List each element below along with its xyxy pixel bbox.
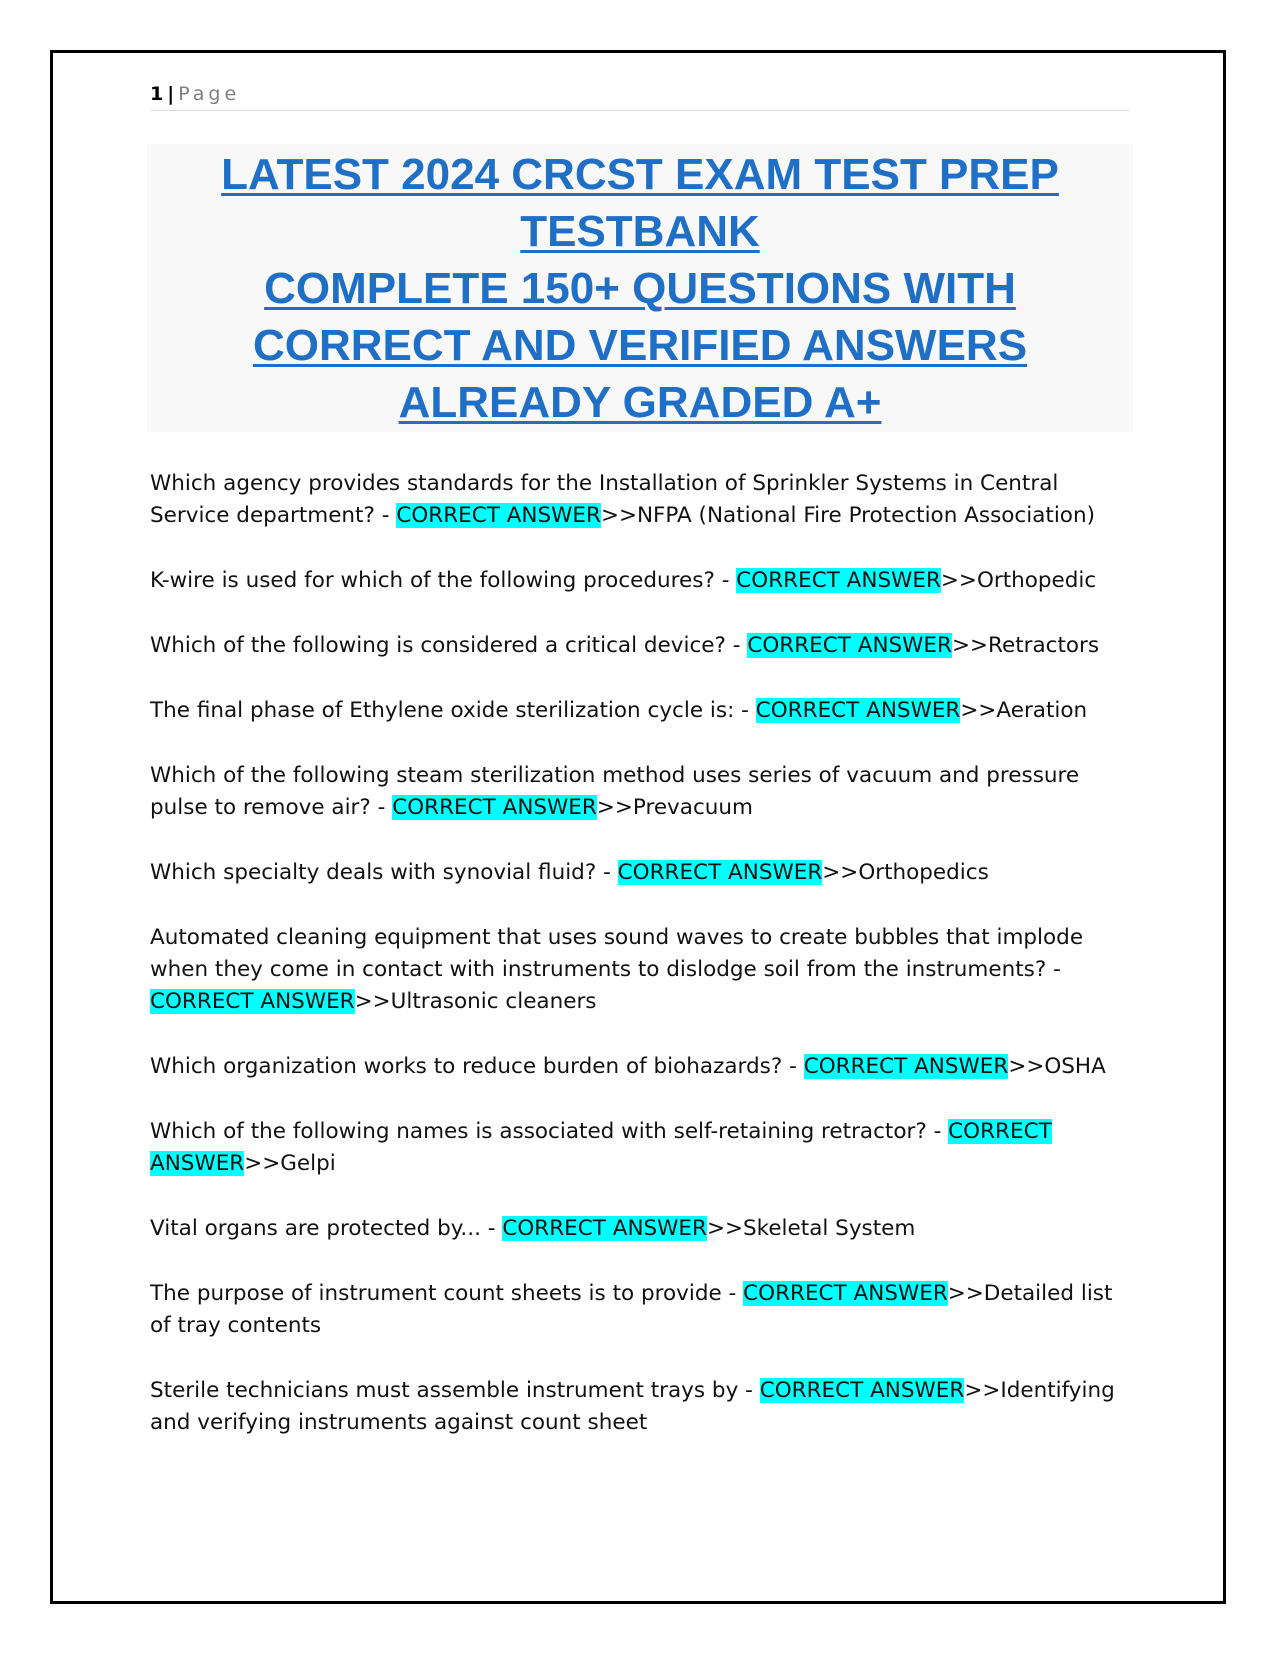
correct-answer-marker: CORRECT ANSWER <box>743 1281 948 1306</box>
correct-answer-marker: CORRECT ANSWER <box>736 568 941 593</box>
title-line: ALREADY GRADED A+ <box>398 378 882 427</box>
question-text: The final phase of Ethylene oxide sterilization cycle is: - <box>150 698 756 723</box>
correct-answer-marker: CORRECT ANSWER <box>803 1054 1009 1079</box>
qa-item <box>150 565 1135 597</box>
qa-item <box>150 1213 1135 1245</box>
answer-prefix: >> <box>951 633 988 658</box>
qa-item <box>150 1116 1135 1180</box>
title-line: LATEST 2024 CRCST EXAM TEST PREP <box>221 150 1059 199</box>
question-text: Which agency provides standards for the Installation of Sprinkler Systems in Central Service department? - <box>150 471 1059 528</box>
qa-item <box>150 1051 1135 1083</box>
question-text: Which organization works to reduce burden of biohazards? - <box>150 1054 804 1079</box>
title-line: CORRECT AND VERIFIED ANSWERS <box>252 321 1028 370</box>
qa-item <box>150 760 1135 824</box>
page-header <box>150 80 1130 111</box>
answer-text: Detailed list of tray contents <box>150 1281 1113 1338</box>
qa-item <box>150 1278 1135 1342</box>
question-text: Vital organs are protected by... - <box>150 1216 503 1241</box>
answer-prefix: >> <box>940 568 977 593</box>
question-text: Which of the following is considered a critical device? - <box>150 633 748 658</box>
correct-answer-marker: CORRECT ANSWER <box>396 503 601 528</box>
answer-prefix: >> <box>947 1281 984 1306</box>
correct-answer-marker: CORRECT ANSWER <box>617 860 823 885</box>
title-line: COMPLETE 150+ QUESTIONS WITH <box>264 264 1016 313</box>
question-text: Which of the following names is associated with self-retaining retractor? - <box>150 1119 949 1144</box>
correct-answer-marker: CORRECT ANSWER <box>759 1378 965 1403</box>
correct-answer-marker: CORRECT ANSWER <box>747 633 952 658</box>
answer-prefix: >> <box>596 795 633 820</box>
question-text: Sterile technicians must assemble instrument trays by - <box>150 1378 760 1403</box>
page-number: 1 <box>150 83 164 105</box>
answer-prefix: >> <box>822 860 859 885</box>
answer-text: Ultrasonic cleaners <box>390 989 597 1014</box>
answer-text: Aeration <box>996 698 1088 723</box>
question-text: Which specialty deals with synovial fluid? - <box>150 860 618 885</box>
question-text: The purpose of instrument count sheets is to provide - <box>150 1281 744 1306</box>
correct-answer-marker: CORRECT ANSWER <box>150 1119 1052 1176</box>
qa-item <box>150 857 1135 889</box>
question-text: Which of the following steam sterilization method uses series of vacuum and pressure pulse to remove air? - <box>150 763 1080 820</box>
answer-text: Skeletal System <box>743 1216 916 1241</box>
answer-prefix: >> <box>1008 1054 1045 1079</box>
question-text: Automated cleaning equipment that uses sound waves to create bubbles that implode when they come in contact with instruments to dislodge soil from the instruments? - <box>150 925 1084 982</box>
answer-text: Retractors <box>988 633 1100 658</box>
answer-text: Orthopedic <box>976 568 1097 593</box>
correct-answer-marker: CORRECT ANSWER <box>150 989 355 1014</box>
page-label: Page <box>178 83 241 105</box>
question-answer-list <box>150 468 1135 1472</box>
qa-item <box>150 695 1135 727</box>
page-separator: | <box>167 83 175 105</box>
qa-item <box>150 630 1135 662</box>
answer-text: Orthopedics <box>858 860 989 885</box>
answer-text: Prevacuum <box>632 795 753 820</box>
answer-prefix: >> <box>600 503 637 528</box>
qa-item <box>150 922 1135 1018</box>
answer-prefix: >> <box>706 1216 743 1241</box>
qa-item <box>150 1375 1135 1439</box>
answer-text: OSHA <box>1044 1054 1106 1079</box>
answer-prefix: >> <box>354 989 391 1014</box>
qa-item <box>150 468 1135 532</box>
question-text: K-wire is used for which of the following procedures? - <box>150 568 737 593</box>
answer-prefix: >> <box>244 1151 281 1176</box>
document-title <box>147 144 1133 432</box>
answer-prefix: >> <box>960 698 997 723</box>
answer-text: Gelpi <box>280 1151 336 1176</box>
title-line: TESTBANK <box>520 207 760 256</box>
answer-text: NFPA (National Fire Protection Association) <box>636 503 1095 528</box>
correct-answer-marker: CORRECT ANSWER <box>502 1216 707 1241</box>
answer-prefix: >> <box>964 1378 1001 1403</box>
correct-answer-marker: CORRECT ANSWER <box>392 795 597 820</box>
correct-answer-marker: CORRECT ANSWER <box>755 698 961 723</box>
answer-text: Identifying and verifying instruments against count sheet <box>150 1378 1115 1435</box>
